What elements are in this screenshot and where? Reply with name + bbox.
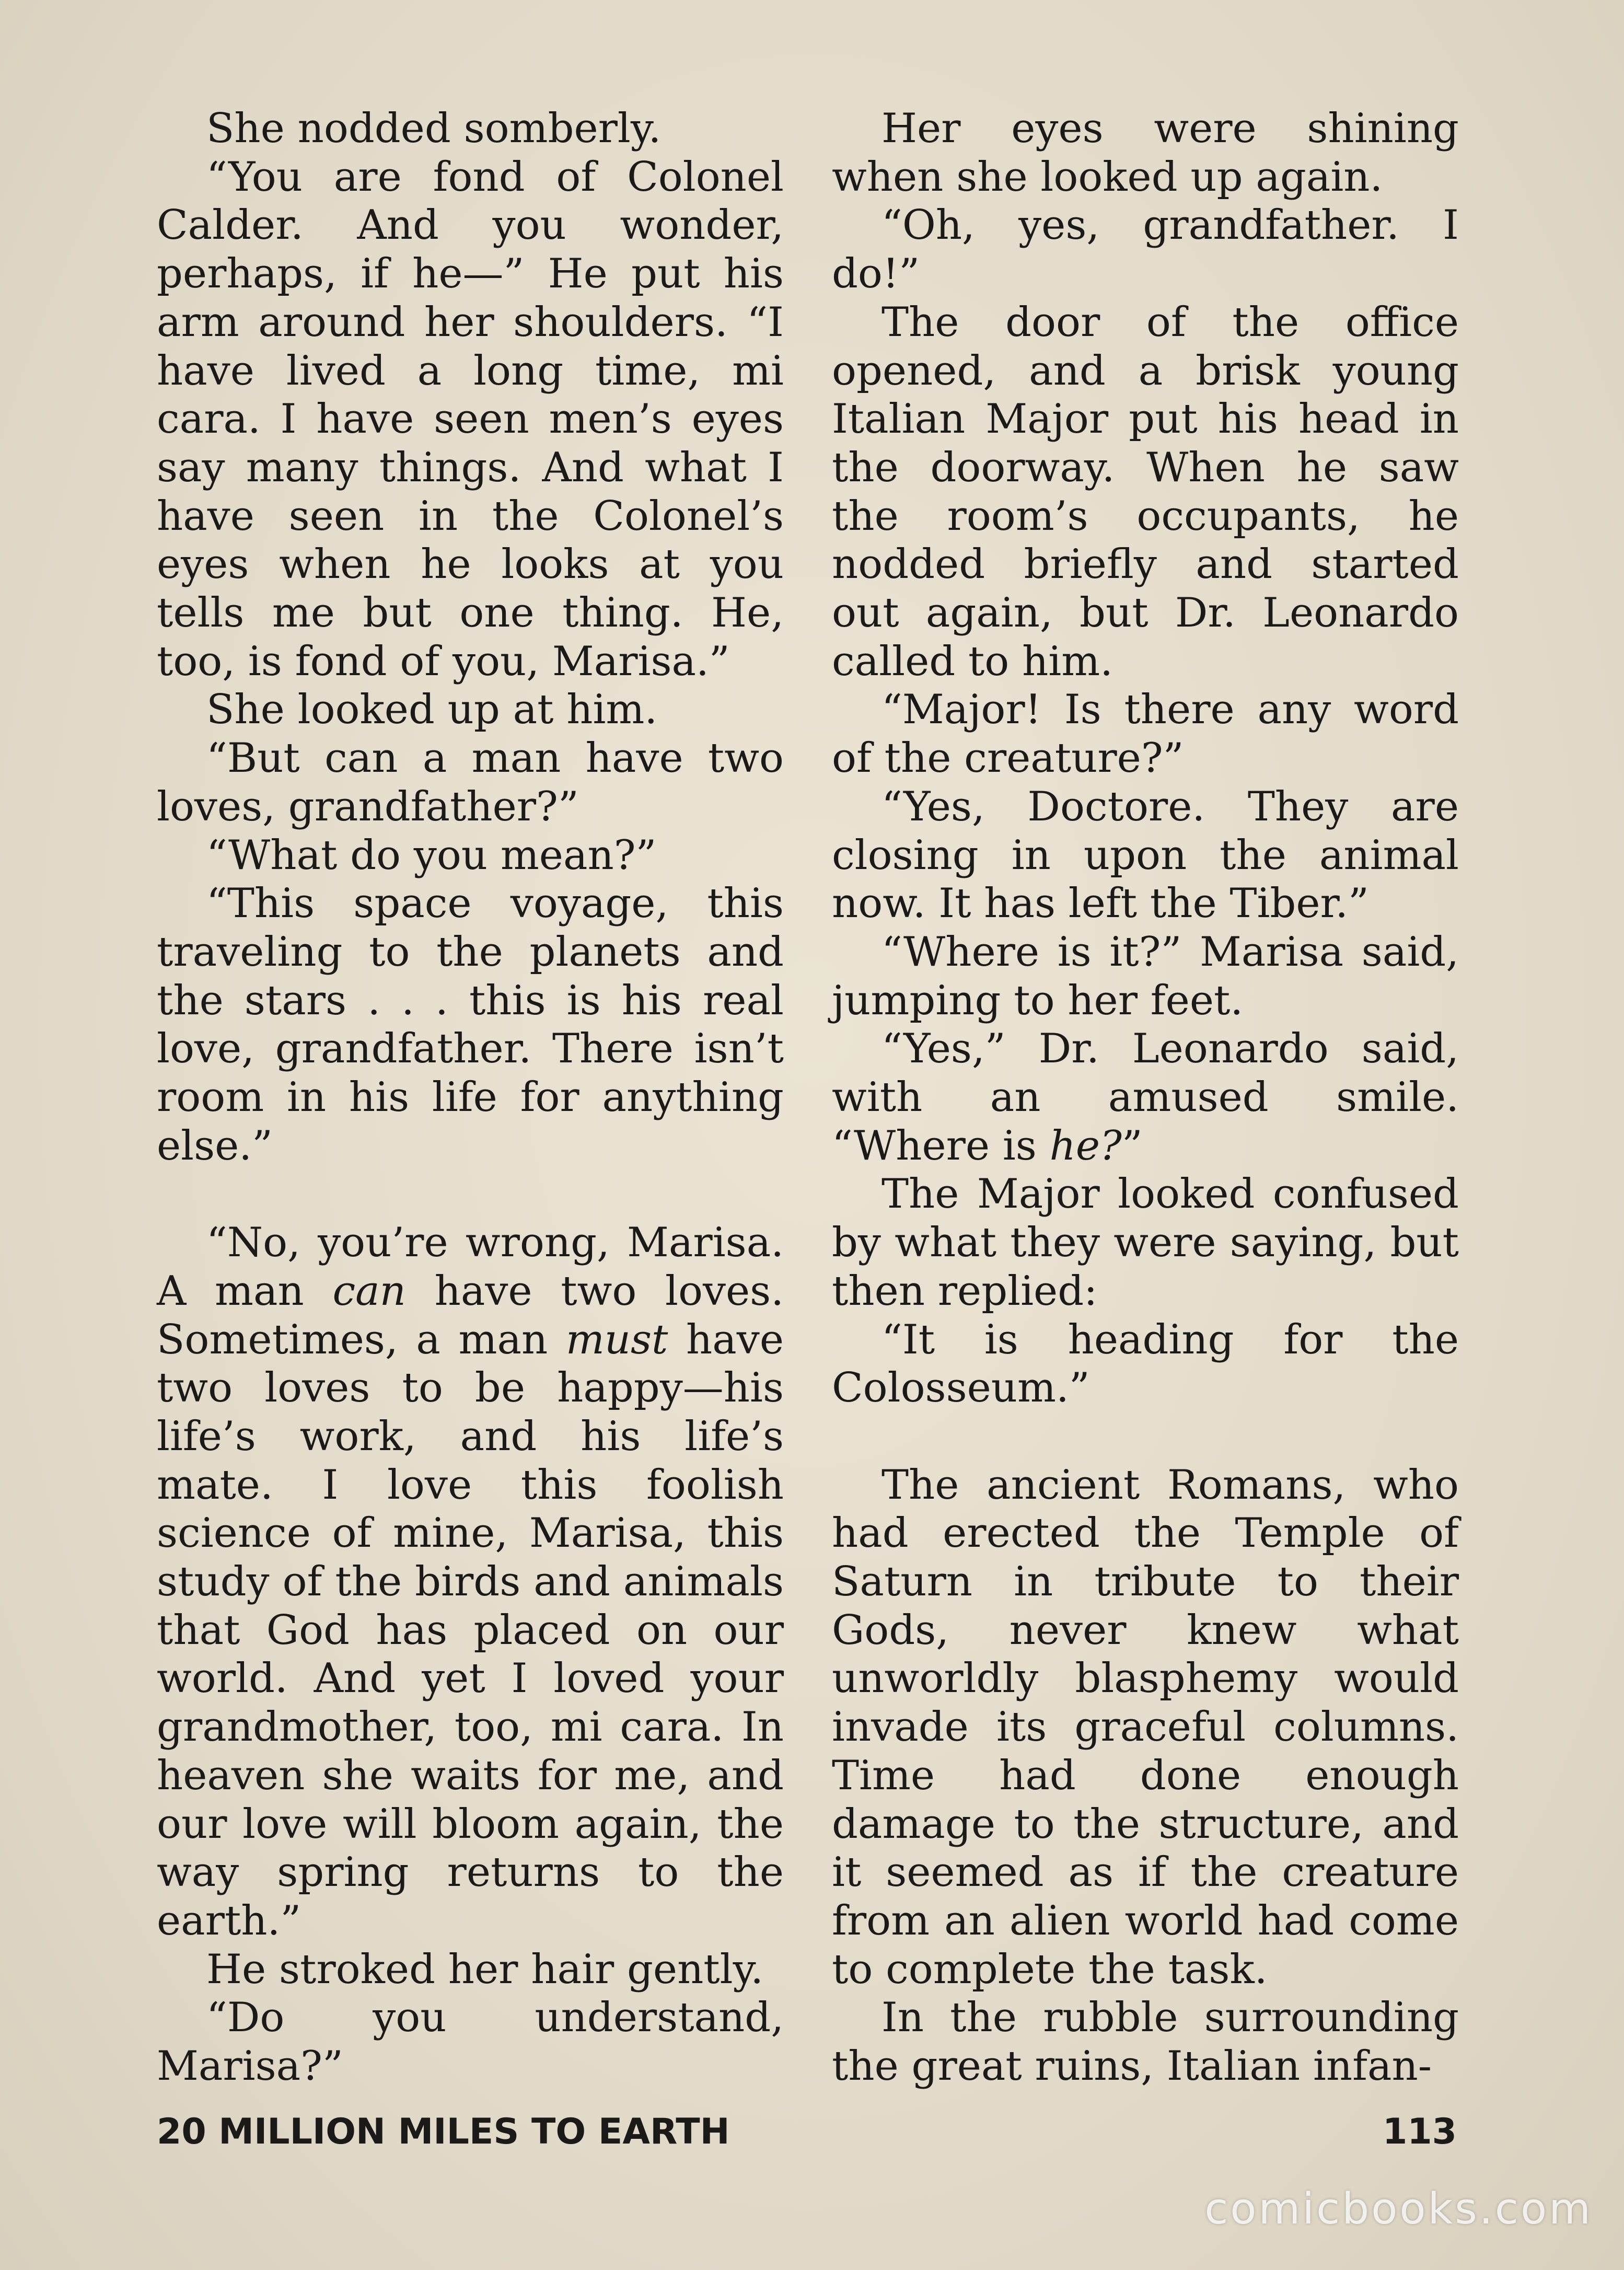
paragraph: The ancient Romans, who had erected the Temple of Saturn in tribute to their Gods, never knew what unworldly blasphemy would invade its graceful columns. Time had done enough damage to the structure, and it seemed as if the creature from an alien world had come to complete the task. xyxy=(832,1461,1459,1993)
text-run: have two loves. Sometimes, a man xyxy=(157,1267,784,1363)
paragraph: “It is heading for the Colosseum.” xyxy=(832,1316,1459,1412)
paragraph: “You are fond of Colonel Calder. And you wonder, perhaps, if he—” He put his arm around her shoulders. “I have lived a long time, mi cara. I have seen men’s eyes say many things. And what I have seen in the Colonel’s eyes when he looks at you tells me but one thing. He, too, is fond of you, Marisa.” xyxy=(157,153,784,685)
paragraph: She looked up at him. xyxy=(206,686,658,734)
paragraph xyxy=(832,1025,1459,1170)
page-footer xyxy=(157,2111,1457,2163)
paragraph: He stroked her hair gently. xyxy=(206,1945,764,1993)
paragraph: Her eyes were shining when she looked up again. xyxy=(832,105,1459,201)
text-run: have two loves to be happy—his life’s work, and his life’s mate. I love this foolish science of mine, Marisa, this study of the birds and animals that God has placed on our world. And yet I loved your grandmother, too, mi cara. In heaven she waits for me, and our love will bloom again, the way spring returns to the earth.” xyxy=(157,1316,784,1944)
text-run: “No, you’re wrong, Marisa. A man xyxy=(157,1219,784,1315)
text-run: “Yes,” Dr. Leonardo said, with an amused smile. “Where is xyxy=(832,1025,1459,1169)
paragraph: “Oh, yes, grandfather. I do!” xyxy=(832,202,1459,298)
running-title: 20 MILLION MILES TO EARTH xyxy=(157,2111,730,2152)
emphasis: must xyxy=(565,1316,668,1363)
paragraph: “Major! Is there any word of the creature?” xyxy=(832,686,1459,782)
emphasis: he? xyxy=(1049,1122,1122,1169)
text-run: ” xyxy=(1121,1122,1143,1169)
left-column xyxy=(157,105,784,2091)
paragraph: “But can a man have two loves, grandfather?” xyxy=(157,735,784,830)
paragraph: “Where is it?” Marisa said, jumping to her feet. xyxy=(832,928,1459,1024)
paragraph xyxy=(157,1219,784,1945)
page-number: 113 xyxy=(1383,2111,1457,2152)
paragraph: The door of the office opened, and a brisk young Italian Major put his head in the doorway. When he saw the room’s occupants, he nodded briefly and started out again, but Dr. Leonardo called to him. xyxy=(832,298,1459,685)
watermark: comicbooks.com xyxy=(1204,2184,1593,2234)
paragraph: She nodded somberly. xyxy=(206,105,662,152)
paragraph: “What do you mean?” xyxy=(206,831,657,879)
emphasis: can xyxy=(332,1267,406,1315)
paragraph: “Yes, Doctore. They are closing in upon the animal now. It has left the Tiber.” xyxy=(832,783,1459,928)
paragraph: In the rubble surrounding the great ruins, Italian infan- xyxy=(832,1994,1459,2090)
right-column xyxy=(832,105,1459,2091)
paragraph: “Do you understand, Marisa?” xyxy=(157,1994,784,2090)
paragraph: The Major looked confused by what they were saying, but then replied: xyxy=(832,1171,1459,1315)
paragraph: “This space voyage, this traveling to the planets and the stars . . . this is his real love, grandfather. There isn’t room in his life for anything else.” xyxy=(157,880,784,1169)
